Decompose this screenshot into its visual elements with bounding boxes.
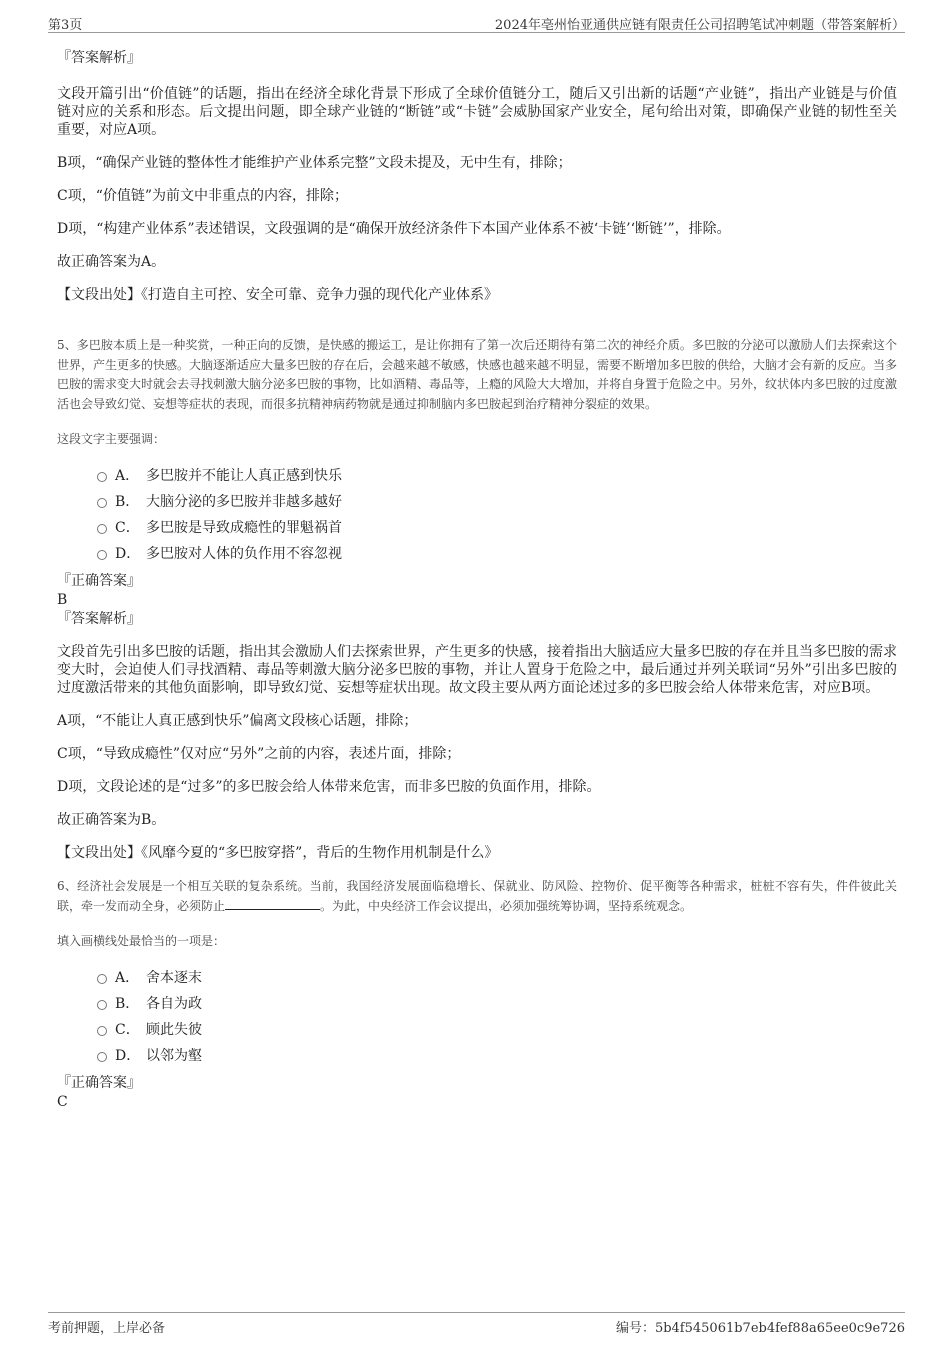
radio-icon[interactable] [97,524,107,534]
document-title: 2024年亳州怡亚通供应链有限责任公司招聘笔试冲刺题（带答案解析） [494,18,905,33]
radio-icon[interactable] [97,1026,107,1036]
q4-exp-para-2: B项，“确保产业链的整体性才能维护产业体系完整”文段未提及，无中生有，排除； [57,155,572,171]
page-header [48,12,905,33]
q5-answer-label: 『正确答案』 [57,573,141,589]
document-body [57,40,897,1111]
q5-stem: 5、多巴胺本质上是一种奖赏，一种正向的反馈，是快感的搬运工，是让你拥有了第一次后还期待有第二次的神经介质。多巴胺的分泌可以激励人们去探索这个世界，产生更多的快感。大脑逐渐适应大量多巴胺的存在后，会越来越不敏感，快感也越来越不明显，需要不断增加多巴胺的供给，大脑才会有新的反应。当多巴胺的需求变大时就会去寻找刺激大脑分泌多巴胺的事物，比如酒精、毒品等，上瘾的风险大大增加，并将自身置于危险之中。另外，纹状体内多巴胺的过度激活也会导致幻觉、妄想等症状的表现，而很多抗精神病药物就是通过抑制脑内多巴胺起到治疗精神分裂症的效果。 [57,338,898,411]
q4-exp-para-3: C项，“价值链”为前文中非重点的内容，排除； [57,188,349,204]
q6-answer-label: 『正确答案』 [57,1075,141,1091]
q4-exp-para-5: 故正确答案为A。 [57,254,166,270]
q5-option-a[interactable] [57,463,897,489]
option-letter: C． [115,1022,140,1038]
page-number: 第3页 [48,18,83,33]
option-letter: C． [115,520,140,536]
document-id: 编号：5b4f545061b7eb4fef88a65ee0c9e726 [615,1321,905,1336]
option-letter: B． [115,494,140,510]
q4-exp-para-4: D项，“构建产业体系”表述错误，文段强调的是“确保开放经济条件下本国产业体系不被‘卡链’‘断链’”，排除。 [57,221,731,237]
page-footer [48,1312,905,1337]
q5-explanation-label: 『答案解析』 [57,611,141,627]
fill-blank [225,897,320,910]
option-text: 多巴胺对人体的负作用不容忽视 [146,546,342,562]
option-text: 多巴胺并不能让人真正感到快乐 [146,468,342,484]
option-text: 各自为政 [146,996,202,1012]
q5-option-c[interactable] [57,515,897,541]
q6-answer: C [57,1094,68,1110]
radio-icon[interactable] [97,498,107,508]
q5-exp-para-5: 故正确答案为B。 [57,812,166,828]
q5-exp-para-4: D项，文段论述的是“过多”的多巴胺会给人体带来危害，而非多巴胺的负面作用，排除。 [57,779,601,795]
option-letter: D． [115,1048,141,1064]
q6-option-b[interactable] [57,991,897,1017]
footer-slogan: 考前押题，上岸必备 [48,1321,166,1336]
option-text: 舍本逐末 [146,970,202,986]
question-5 [57,336,897,862]
q5-exp-para-3: C项，“导致成瘾性”仅对应“另外”之前的内容，表述片面，排除； [57,746,461,762]
q5-options [57,463,897,567]
q5-answer: B [57,592,68,608]
option-letter: A． [115,970,140,986]
radio-icon[interactable] [97,1052,107,1062]
q5-source: 【文段出处】《风靡今夏的“多巴胺穿搭”，背后的生物作用机制是什么》 [57,845,499,861]
q5-exp-para-2: A项，“不能让人真正感到快乐”偏离文段核心话题，排除； [57,713,418,729]
q5-exp-para-1: 文段首先引出多巴胺的话题，指出其会激励人们去探索世界，产生更多的快感，接着指出大脑适应大量多巴胺的存在并且当多巴胺的需求变大时，会迫使人们寻找酒精、毒品等刺激大脑分泌多巴胺的事物，并让人置身于危险之中，最后通过并列关联词“另外”引出多巴胺的过度激活带来的其他负面影响，即导致幻觉、妄想等症状出现。故文段主要从两方面论述过多的多巴胺会给人体带来危害，对应B项。 [57,644,897,696]
option-text: 多巴胺是导致成瘾性的罪魁祸首 [146,520,342,536]
q5-option-d[interactable] [57,541,897,567]
q6-options [57,965,897,1069]
option-text: 以邻为壑 [146,1048,202,1064]
q6-stem-after: 。为此，中央经济工作会议提出，必须加强统筹协调，坚持系统观念。 [320,898,693,913]
q4-explanation-label: 『答案解析』 [57,50,141,66]
option-letter: A． [115,468,140,484]
radio-icon[interactable] [97,472,107,482]
q6-option-c[interactable] [57,1017,897,1043]
q6-stem [57,877,897,916]
option-text: 顾此失彼 [146,1022,202,1038]
radio-icon[interactable] [97,550,107,560]
q4-explanation [57,48,897,304]
option-letter: D． [115,546,141,562]
q5-prompt: 这段文字主要强调： [57,432,166,446]
q6-stem-before: 6、经济社会发展是一个相互关联的复杂系统。当前，我国经济发展面临稳增长、保就业、防风险、控物价、促平衡等各种需求，桩桩不容有失，件件彼此关联，牵一发而动全身，必须防止 [57,879,897,913]
radio-icon[interactable] [97,1000,107,1010]
q6-option-a[interactable] [57,965,897,991]
q5-option-b[interactable] [57,489,897,515]
question-6 [57,877,897,1111]
q6-prompt: 填入画横线处最恰当的一项是： [57,934,226,948]
q4-source: 【文段出处】《打造自主可控、安全可靠、竞争力强的现代化产业体系》 [57,287,498,303]
radio-icon[interactable] [97,974,107,984]
option-text: 大脑分泌的多巴胺并非越多越好 [146,494,342,510]
option-letter: B． [115,996,140,1012]
q4-exp-para-1: 文段开篇引出“价值链”的话题，指出在经济全球化背景下形成了全球价值链分工，随后又引出新的话题“产业链”，指出产业链是与价值链对应的关系和形态。后文提出问题，即全球产业链的“断链”或“卡链”会威胁国家产业安全，尾句给出对策，即确保产业链的韧性至关重要，对应A项。 [57,86,897,138]
q6-option-d[interactable] [57,1043,897,1069]
